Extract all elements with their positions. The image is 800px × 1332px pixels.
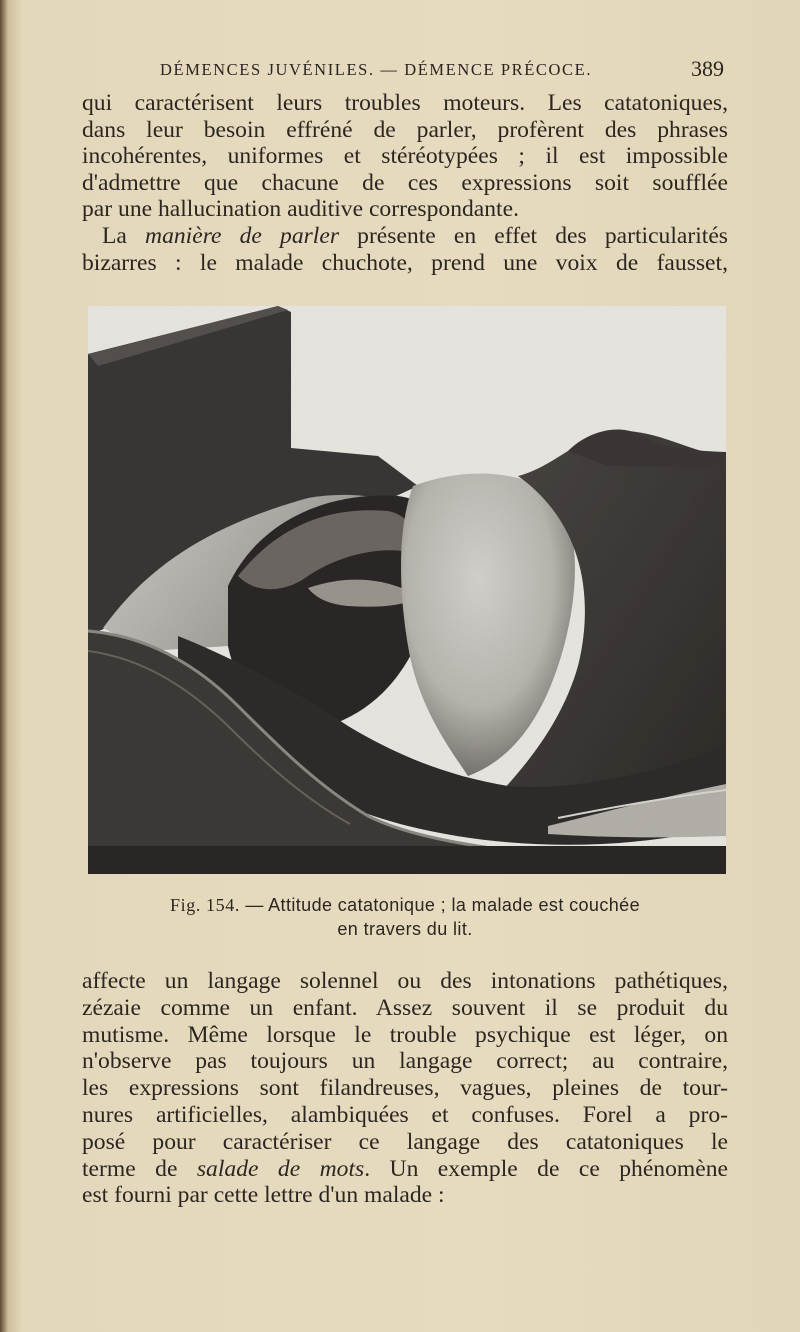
caption-text: — Attitude catatonique ; la malade est couchée bbox=[239, 895, 640, 915]
running-head bbox=[160, 56, 724, 82]
catatonic-patient-photo bbox=[88, 306, 726, 874]
text-line: dans leur besoin effréné de parler, profèrent des phrases bbox=[82, 116, 728, 143]
text-line: d'admettre que chacune de ces expressions soit soufflée bbox=[82, 169, 728, 196]
text-line: les expressions sont filandreuses, vagues, pleines de tour- bbox=[82, 1075, 728, 1102]
italic-phrase: manière de parler bbox=[145, 222, 340, 249]
text-line: par une hallucination auditive correspondante. bbox=[82, 196, 519, 223]
paragraph-top bbox=[82, 90, 728, 276]
text-line: est fourni par cette lettre d'un malade : bbox=[82, 1182, 445, 1209]
caption-line bbox=[82, 893, 728, 917]
text-line bbox=[82, 223, 728, 250]
text-span: La bbox=[102, 222, 146, 249]
text-line: nures artificielles, alambiquées et confuses. Forel a pro- bbox=[82, 1101, 728, 1128]
text-line: affecte un langage solennel ou des intonations pathétiques, bbox=[82, 968, 728, 994]
italic-phrase: salade de mots bbox=[196, 1155, 365, 1182]
text-line: bizarres : le malade chuchote, prend une voix de fausset, bbox=[82, 249, 728, 276]
text-line: zézaie comme un enfant. Assez souvent il se produit du bbox=[82, 994, 728, 1021]
text-span: terme de bbox=[82, 1155, 197, 1182]
text-line: n'observe pas toujours un langage correct; au contraire, bbox=[82, 1048, 728, 1075]
text-line bbox=[82, 1156, 728, 1183]
page-number: 389 bbox=[691, 56, 724, 81]
paragraph-bottom bbox=[82, 968, 728, 1209]
text-line: mutisme. Même lorsque le trouble psychique est léger, on bbox=[82, 1021, 728, 1048]
figure-photograph bbox=[88, 306, 726, 874]
running-title: DÉMENCES JUVÉNILES. — DÉMENCE PRÉCOCE. bbox=[160, 60, 593, 79]
text-span: présente en effet des particularités bbox=[339, 222, 728, 249]
figure-label: Fig. 154. bbox=[170, 895, 240, 915]
text-span: . Un exemple de ce phénomène bbox=[364, 1155, 728, 1182]
caption-line: en travers du lit. bbox=[337, 919, 473, 939]
text-line: incohérentes, uniformes et stéréotypées ; il est impossible bbox=[82, 143, 728, 170]
figure-caption bbox=[82, 893, 728, 941]
text-line: posé pour caractériser ce langage des catatoniques le bbox=[82, 1128, 728, 1155]
text-line: qui caractérisent leurs troubles moteurs. Les catatoniques, bbox=[82, 90, 728, 116]
